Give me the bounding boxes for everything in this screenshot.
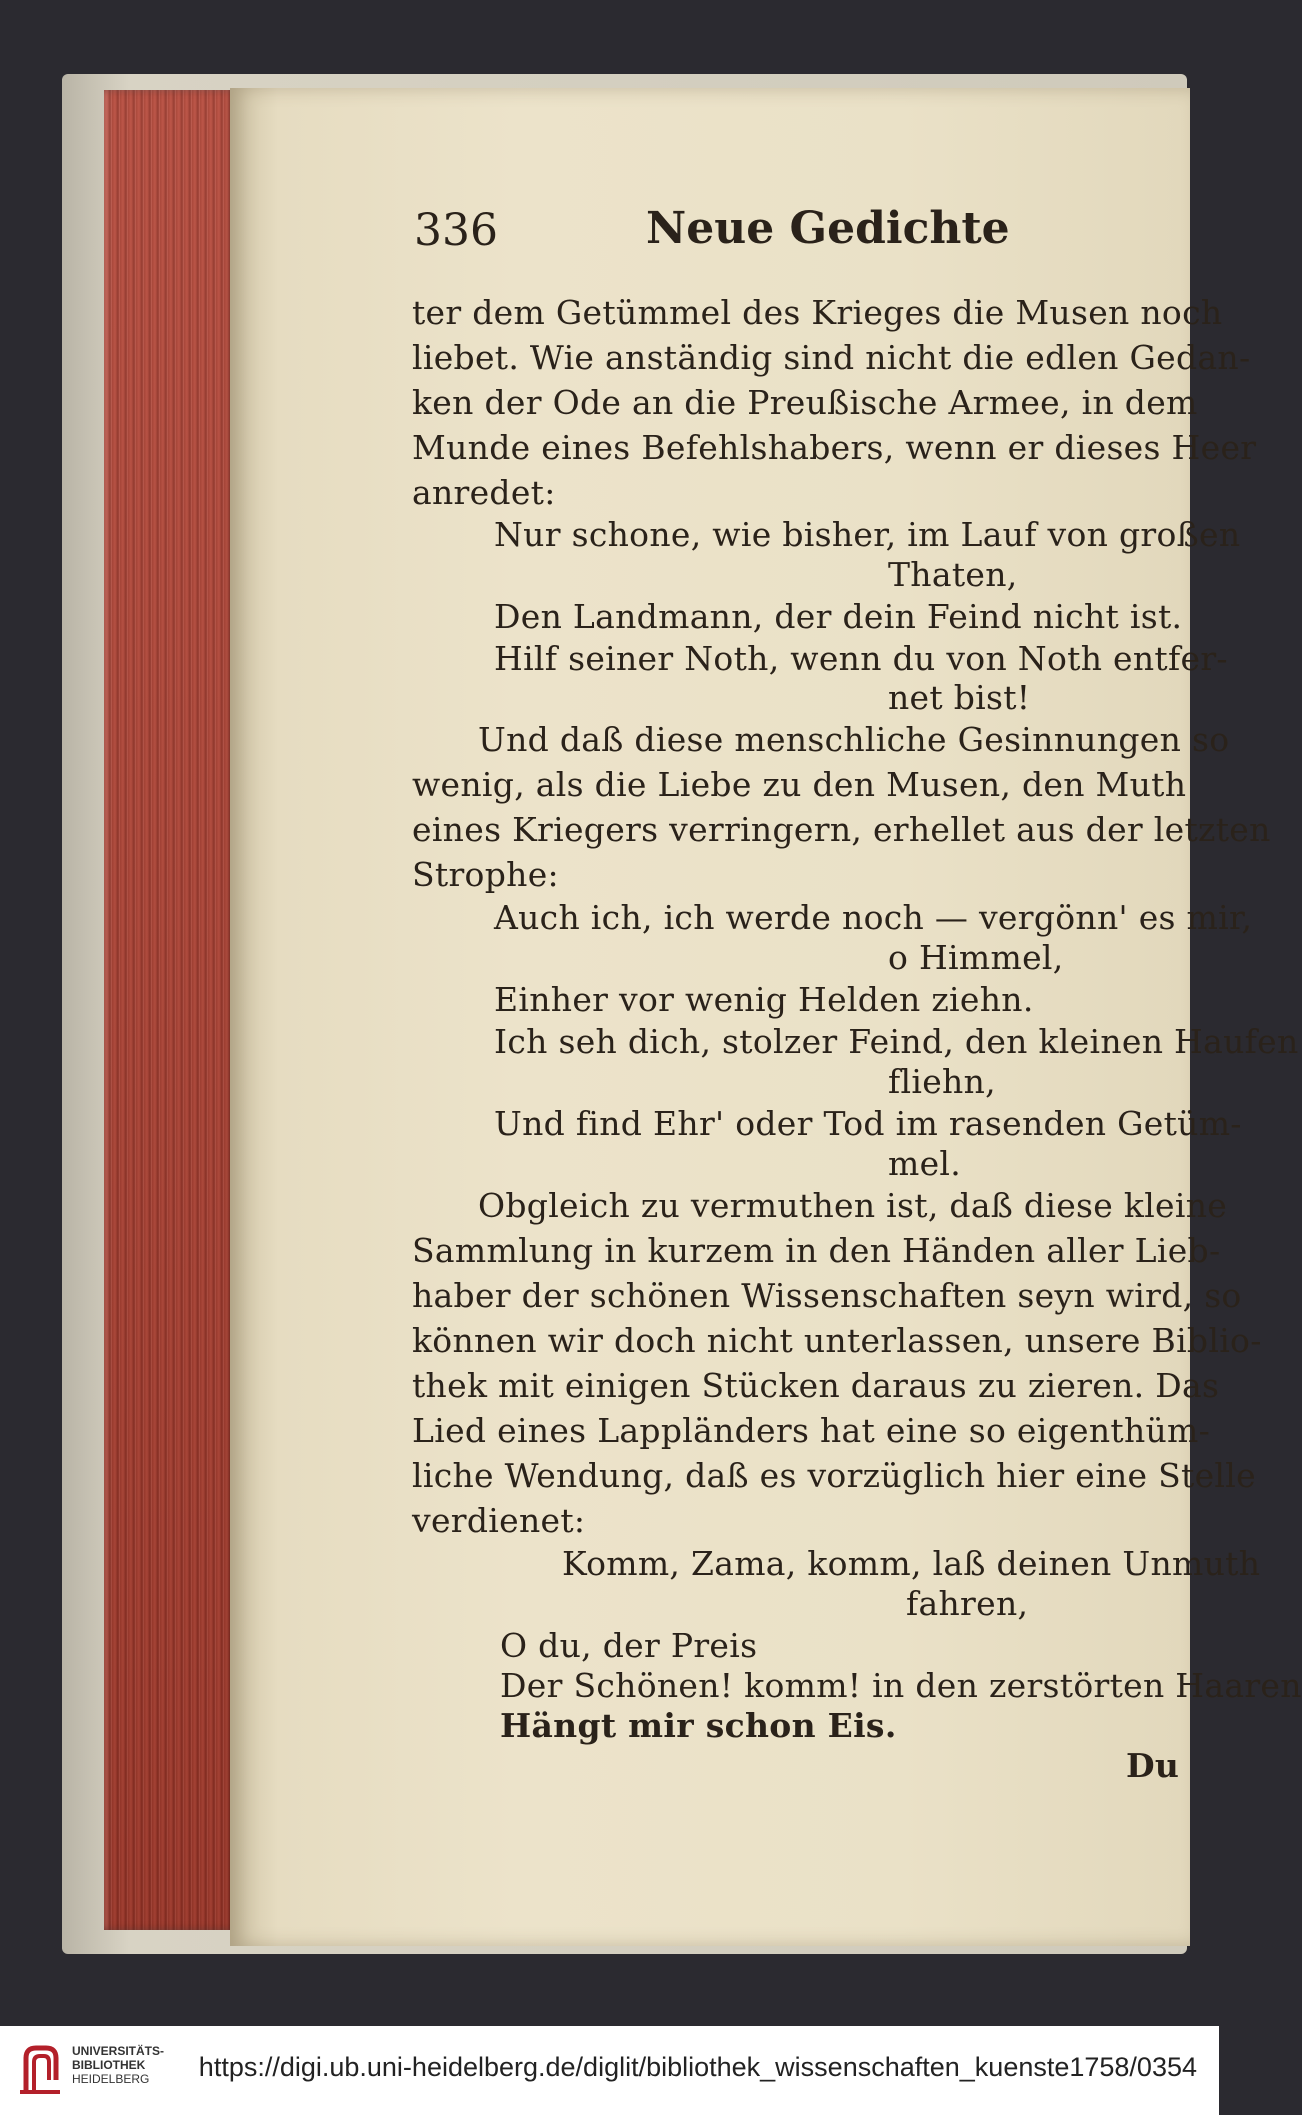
text-line: anredet: xyxy=(412,473,556,512)
verse-line: Einher vor wenig Helden ziehn. xyxy=(494,980,1034,1019)
text-line: thek mit einigen Stücken daraus zu zieren. Das xyxy=(412,1366,1220,1405)
verse-line: Komm, Zama, komm, laß deinen Unmuth xyxy=(562,1544,1261,1583)
text-line: Munde eines Befehlshabers, wenn er dieses Heer xyxy=(412,428,1257,467)
verse-line: Auch ich, ich werde noch — vergönn' es mir, xyxy=(494,898,1253,937)
verse-line: Den Landmann, der dein Feind nicht ist. xyxy=(494,597,1183,636)
page-number: 336 xyxy=(414,205,498,256)
catchword: Du xyxy=(1126,1746,1180,1785)
page-edges xyxy=(104,90,238,1930)
permalink-url[interactable]: https://digi.ub.uni-heidelberg.de/diglit/bibliothek_wissenschaften_kuenste1758/0354 xyxy=(198,2052,1197,2082)
verse-line: Ich seh dich, stolzer Feind, den kleinen Haufen xyxy=(494,1022,1299,1061)
verse-line: Hängt mir schon Eis. xyxy=(500,1706,897,1745)
verse-line: Der Schönen! komm! in den zerstörten Haaren xyxy=(500,1666,1302,1705)
text-line: Und daß diese menschliche Gesinnungen so xyxy=(478,720,1230,759)
verse-line: mel. xyxy=(888,1144,962,1183)
text-line: verdienet: xyxy=(412,1501,586,1540)
library-logo-icon xyxy=(16,2040,66,2100)
verse-line: net bist! xyxy=(888,678,1031,717)
verse-line: O du, der Preis xyxy=(500,1626,758,1665)
verse-line: fahren, xyxy=(906,1584,1029,1623)
text-line: wenig, als die Liebe zu den Musen, den Muth xyxy=(412,765,1187,804)
library-name: UNIVERSITÄTS- BIBLIOTHEK HEIDELBERG xyxy=(72,2044,165,2086)
verse-line: Thaten, xyxy=(888,555,1018,594)
running-title: Neue Gedichte xyxy=(646,203,1010,254)
text-line: Lied eines Lappländers hat eine so eigenthüm- xyxy=(412,1411,1211,1450)
text-line: liche Wendung, daß es vorzüglich hier eine Stelle xyxy=(412,1456,1256,1495)
verse-line: Nur schone, wie bisher, im Lauf von großen xyxy=(494,515,1241,554)
verse-line: o Himmel, xyxy=(888,938,1064,977)
text-line: eines Kriegers verringern, erhellet aus der letzten xyxy=(412,810,1271,849)
verse-line: Und find Ehr' oder Tod im rasenden Getüm- xyxy=(494,1104,1242,1143)
text-line: Obgleich zu vermuthen ist, daß diese kleine xyxy=(478,1186,1228,1225)
text-line: Sammlung in kurzem in den Händen aller Lieb- xyxy=(412,1231,1221,1270)
text-line: ter dem Getümmel des Krieges die Musen noch xyxy=(412,293,1223,332)
text-line: ken der Ode an die Preußische Armee, in dem xyxy=(412,383,1198,422)
verse-line: fliehn, xyxy=(888,1062,996,1101)
text-line: haber der schönen Wissenschaften seyn wird, so xyxy=(412,1276,1242,1315)
text-line: Strophe: xyxy=(412,855,559,894)
text-line: liebet. Wie anständig sind nicht die edlen Gedan- xyxy=(412,338,1251,377)
text-line: können wir doch nicht unterlassen, unsere Biblio- xyxy=(412,1321,1262,1360)
verse-line: Hilf seiner Noth, wenn du von Noth entfer- xyxy=(494,639,1228,678)
